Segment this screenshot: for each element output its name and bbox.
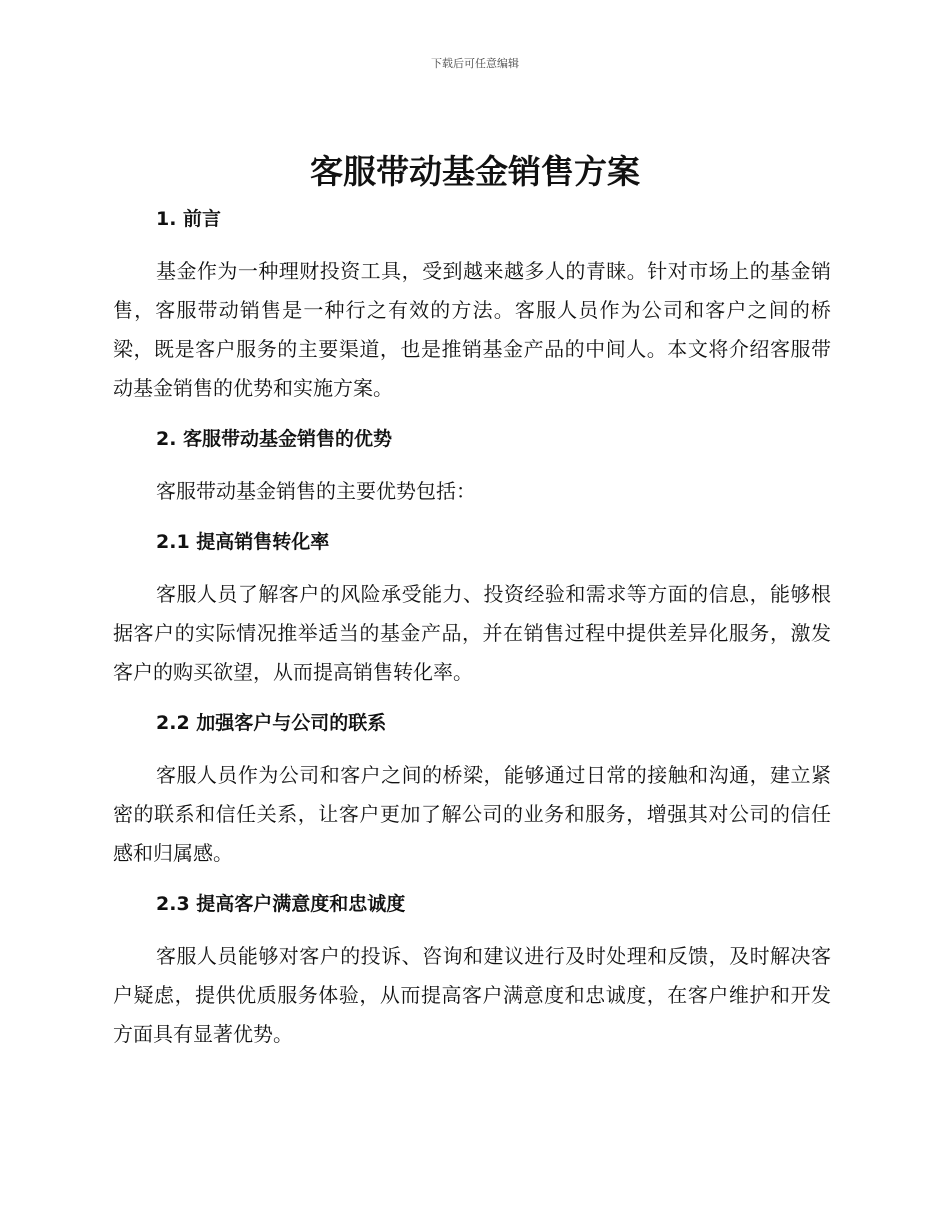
section-paragraph-preface: 基金作为一种理财投资工具，受到越来越多人的青睐。针对市场上的基金销售，客服带动销售是一种行之有效的方法。客服人员作为公司和客户之间的桥梁，既是客户服务的主要渠道，也是推销基金产品的中间人。本文将介绍客服带动基金销售的优势和实施方案。 (113, 259, 831, 400)
section-heading-customer-relations: 2.2 加强客户与公司的联系 (156, 712, 387, 734)
section-paragraph-conversion-rate: 客服人员了解客户的风险承受能力、投资经验和需求等方面的信息，能够根据客户的实际情况推举适当的基金产品，并在销售过程中提供差异化服务，激发客户的购买欲望，从而提高销售转化率。 (113, 582, 831, 684)
section-heading-satisfaction: 2.3 提高客户满意度和忠诚度 (156, 893, 406, 915)
section-paragraph-advantages: 客服带动基金销售的主要优势包括： (156, 479, 476, 503)
section-heading-preface: 1. 前言 (156, 208, 222, 230)
document-body (113, 200, 831, 1054)
section-paragraph-satisfaction: 客服人员能够对客户的投诉、咨询和建议进行及时处理和反馈，及时解决客户疑虑，提供优质服务体验，从而提高客户满意度和忠诚度，在客户维护和开发方面具有显著优势。 (113, 944, 831, 1046)
document-title: 客服带动基金销售方案 (310, 152, 640, 191)
header-note: 下载后可任意编辑 (431, 57, 519, 70)
section-heading-conversion-rate: 2.1 提高销售转化率 (156, 531, 330, 553)
section-paragraph-customer-relations: 客服人员作为公司和客户之间的桥梁，能够通过日常的接触和沟通，建立紧密的联系和信任关系，让客户更加了解公司的业务和服务，增强其对公司的信任感和归属感。 (113, 763, 831, 865)
section-heading-advantages: 2. 客服带动基金销售的优势 (156, 428, 393, 450)
